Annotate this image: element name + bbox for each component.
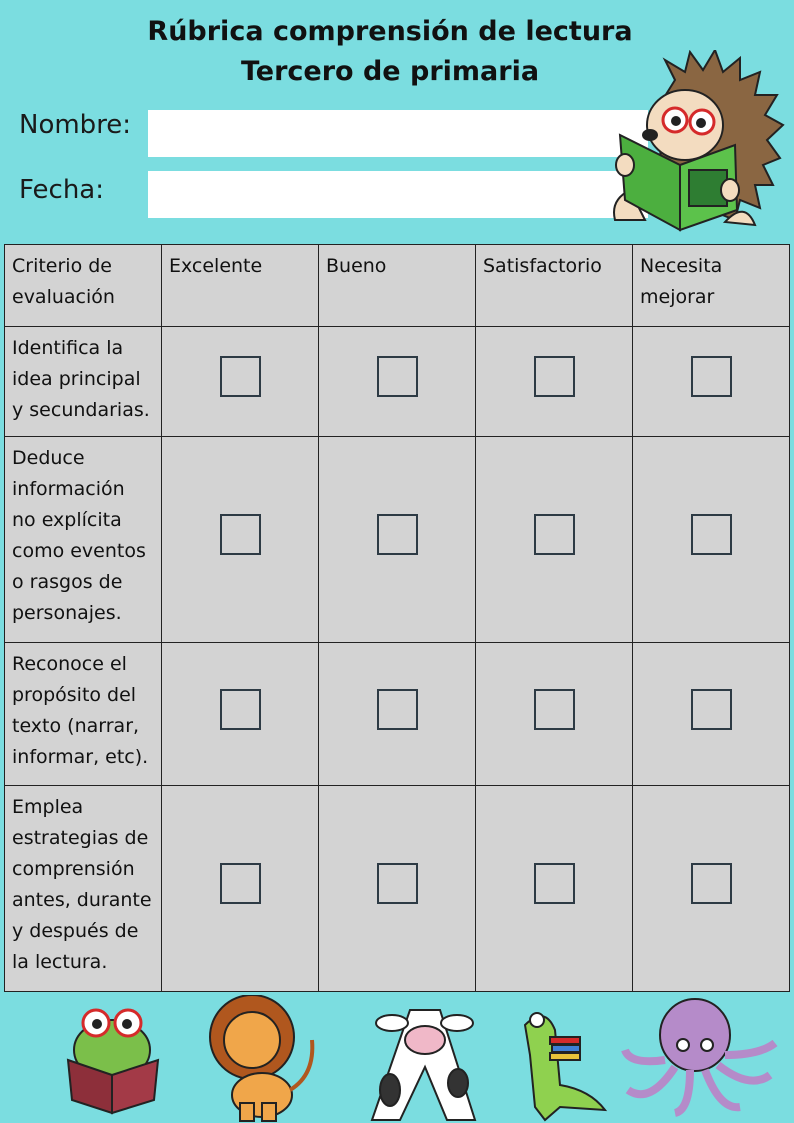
table-row <box>5 643 790 786</box>
checkbox-good[interactable] <box>377 356 418 397</box>
name-label: Nombre: <box>19 110 132 140</box>
title-line-2: Tercero de primaria <box>240 56 540 87</box>
criterion-cell: Reconoce el propósito del texto (narrar, informar, etc). <box>5 643 162 786</box>
lion-icon <box>210 995 312 1121</box>
table-row <box>5 786 790 992</box>
column-header-excellent: Excelente <box>162 245 319 327</box>
criterion-cell: Identifica la idea principal y secundarias. <box>5 327 162 437</box>
animal-illustrations <box>0 995 794 1123</box>
checkbox-excellent[interactable] <box>220 356 261 397</box>
checkbox-satisfactory[interactable] <box>534 356 575 397</box>
criterion-cell: Emplea estrategias de comprensión antes, durante y después de la lectura. <box>5 786 162 992</box>
checkbox-good[interactable] <box>377 689 418 730</box>
checkbox-good[interactable] <box>377 514 418 555</box>
column-header-good: Bueno <box>319 245 476 327</box>
table-row <box>5 437 790 643</box>
checkbox-needs-improvement[interactable] <box>691 356 732 397</box>
date-label: Fecha: <box>19 175 104 205</box>
header-row <box>5 245 790 327</box>
checkbox-needs-improvement[interactable] <box>691 863 732 904</box>
checkbox-excellent[interactable] <box>220 863 261 904</box>
checkbox-excellent[interactable] <box>220 514 261 555</box>
checkbox-needs-improvement[interactable] <box>691 689 732 730</box>
table-row <box>5 327 790 437</box>
cow-letter-a-icon <box>372 1010 475 1120</box>
hedgehog-reading-icon <box>605 50 785 240</box>
frog-reading-icon <box>68 1010 158 1113</box>
dinosaur-books-icon <box>525 1013 605 1120</box>
checkbox-needs-improvement[interactable] <box>691 514 732 555</box>
checkbox-good[interactable] <box>377 863 418 904</box>
name-field[interactable] <box>148 110 648 157</box>
column-header-needs-improvement: Necesita mejorar <box>633 245 790 327</box>
rubric-table <box>4 244 790 992</box>
checkbox-satisfactory[interactable] <box>534 689 575 730</box>
criterion-cell: Deduce información no explícita como eventos o rasgos de personajes. <box>5 437 162 643</box>
column-header-satisfactory: Satisfactorio <box>476 245 633 327</box>
checkbox-satisfactory[interactable] <box>534 514 575 555</box>
checkbox-satisfactory[interactable] <box>534 863 575 904</box>
title-line-1: Rúbrica comprensión de lectura <box>147 16 633 47</box>
date-field[interactable] <box>148 171 648 218</box>
octopus-icon <box>625 999 775 1113</box>
column-header-criterion: Criterio de evaluación <box>5 245 162 327</box>
checkbox-excellent[interactable] <box>220 689 261 730</box>
